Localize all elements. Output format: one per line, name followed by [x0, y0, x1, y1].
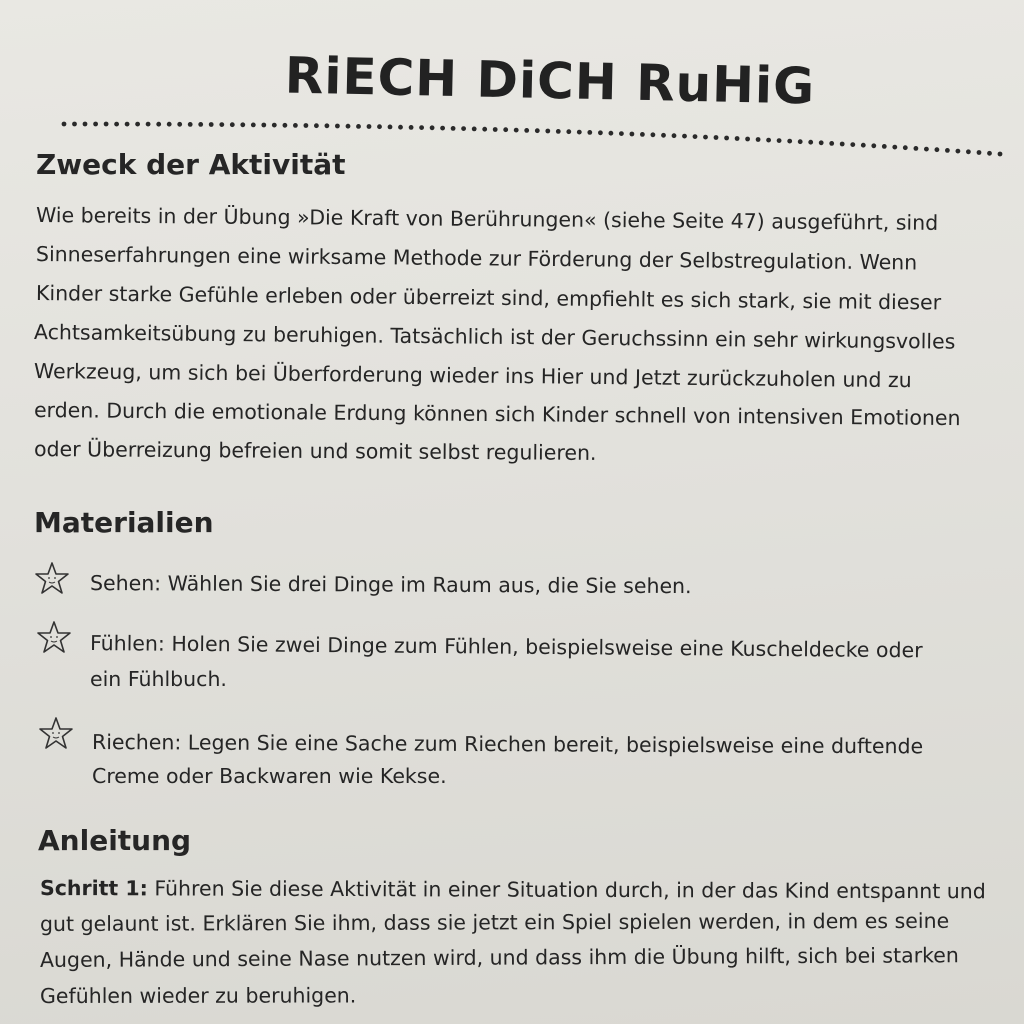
divider-dot: [177, 122, 182, 127]
divider-dot: [146, 122, 151, 127]
divider-dot: [661, 133, 666, 138]
divider-dot: [472, 127, 477, 132]
paragraph-line: erden. Durch die emotionale Erdung können sich Kinder schnell von intensiven Emotionen: [33, 398, 961, 431]
divider-dot: [335, 124, 340, 129]
divider-dot: [850, 142, 855, 147]
divider-dot: [167, 122, 172, 127]
divider-dot: [524, 128, 529, 133]
divider-dot: [503, 127, 508, 132]
divider-dot: [703, 135, 708, 140]
material-item-riechen-cont: Creme oder Backwaren wie Kekse.: [92, 764, 447, 788]
divider-dot: [998, 152, 1003, 157]
divider-dot: [871, 143, 876, 148]
divider-dot: [188, 122, 193, 127]
divider-dot: [83, 122, 88, 127]
paragraph-line: Wie bereits in der Übung »Die Kraft von Berührungen« (siehe Seite 47) ausgeführt, sind: [35, 203, 939, 235]
divider-dot: [735, 136, 740, 141]
divider-dot: [72, 122, 77, 127]
divider-dot: [724, 136, 729, 141]
divider-dot: [461, 126, 466, 131]
divider-dot: [892, 145, 897, 150]
divider-dot: [104, 122, 109, 127]
divider-dot: [556, 129, 561, 134]
paragraph-line: gut gelaunt ist. Erklären Sie ihm, dass sie jetzt ein Spiel spielen werden, in dem es seine: [39, 908, 950, 936]
divider-dot: [409, 125, 414, 130]
material-item-sehen: Sehen: Wählen Sie drei Dinge im Raum aus, die Sie sehen.: [89, 571, 692, 599]
divider-dot: [609, 131, 614, 136]
paragraph-line: Kinder starke Gefühle erleben oder überreizt sind, empfiehlt es sich stark, sie mit dieser: [35, 281, 942, 315]
divider-dot: [377, 124, 382, 129]
divider-dot: [577, 130, 582, 135]
divider-dot: [135, 122, 140, 127]
divider-dot: [388, 125, 393, 130]
divider-dot: [777, 138, 782, 143]
divider-dot: [787, 139, 792, 144]
divider-dot: [882, 144, 887, 149]
divider-dot: [367, 124, 372, 129]
divider-dot: [114, 122, 119, 127]
instruction-step-1: [40, 876, 986, 903]
material-item-fuehlen: Fühlen: Holen Sie zwei Dinge zum Fühlen, beispielsweise eine Kuscheldecke oder: [89, 631, 923, 663]
divider-dot: [861, 143, 866, 148]
paragraph-line: Achtsamkeitsübung zu beruhigen. Tatsächlich ist der Geruchssinn ein sehr wirkungsvolles: [33, 320, 956, 354]
divider-dot: [987, 151, 992, 156]
divider-dot: [819, 140, 824, 145]
divider-dot: [419, 125, 424, 130]
divider-dot: [651, 132, 656, 137]
divider-dot: [125, 122, 130, 127]
divider-dot: [451, 126, 456, 131]
divider-dot: [545, 129, 550, 134]
divider-dot: [945, 148, 950, 153]
star-icon: [34, 561, 70, 597]
divider-dot: [430, 125, 435, 130]
divider-dot: [829, 141, 834, 146]
divider-dot: [219, 122, 224, 127]
divider-dot: [619, 131, 624, 136]
divider-dot: [935, 147, 940, 152]
material-item-riechen: Riechen: Legen Sie eine Sache zum Riechen bereit, beispielsweise eine duftende: [91, 730, 924, 759]
divider-dot: [766, 138, 771, 143]
step-label: Schritt 1:: [39, 876, 148, 901]
divider-dot: [630, 132, 635, 137]
section-heading-anleitung: Anleitung: [38, 824, 192, 857]
divider-dot: [924, 147, 929, 152]
divider-dot: [798, 139, 803, 144]
divider-dot: [156, 122, 161, 127]
paragraph-line: Augen, Hände und seine Nase nutzen wird, und dass ihm die Übung hilft, sich bei starken: [39, 943, 959, 972]
star-icon: [36, 620, 72, 656]
divider-dot: [966, 149, 971, 154]
paragraph-line: Gefühlen wieder zu beruhigen.: [39, 983, 357, 1008]
divider-dot: [209, 122, 214, 127]
divider-dot: [566, 129, 571, 134]
divider-dot: [240, 122, 245, 127]
divider-dot: [840, 142, 845, 147]
page-title: RiECH DiCH RuHiG: [284, 46, 816, 116]
divider-dot: [977, 150, 982, 155]
divider-dot: [956, 149, 961, 154]
paragraph-line: Werkzeug, um sich bei Überforderung wieder ins Hier und Jetzt zurückzuholen und zu: [33, 359, 912, 393]
divider-dot: [640, 132, 645, 137]
divider-dot: [914, 146, 919, 151]
section-heading-materialien: Materialien: [34, 506, 214, 539]
divider-dot: [598, 130, 603, 135]
paragraph-line: Sinneserfahrungen eine wirksame Methode zur Förderung der Selbstregulation. Wenn: [35, 242, 918, 275]
divider-dot: [272, 123, 277, 128]
divider-dot: [493, 127, 498, 132]
divider-dot: [198, 122, 203, 127]
divider-dot: [535, 128, 540, 133]
divider-dot: [304, 123, 309, 128]
divider-dot: [325, 123, 330, 128]
material-item-fuehlen-cont: ein Fühlbuch.: [90, 667, 227, 691]
divider-dot: [62, 122, 67, 127]
divider-dot: [261, 123, 266, 128]
divider-dot: [714, 135, 719, 140]
divider-dot: [693, 134, 698, 139]
divider-dot: [745, 137, 750, 142]
divider-dot: [283, 123, 288, 128]
divider-dot: [903, 145, 908, 150]
divider-dot: [346, 124, 351, 129]
divider-dot: [682, 134, 687, 139]
divider-dot: [756, 137, 761, 142]
divider-dot: [440, 126, 445, 131]
paragraph-line: oder Überreizung befreien und somit selbst regulieren.: [33, 437, 597, 465]
divider-dot: [251, 123, 256, 128]
divider-dot: [514, 128, 519, 133]
divider-dot: [230, 122, 235, 127]
section-heading-zweck: Zweck der Aktivität: [36, 148, 346, 181]
divider-dot: [672, 133, 677, 138]
divider-dot: [808, 140, 813, 145]
star-icon: [38, 716, 74, 752]
divider-dot: [314, 123, 319, 128]
divider-dot: [93, 122, 98, 127]
divider-dot: [398, 125, 403, 130]
step-text: Führen Sie diese Aktivität in einer Situation durch, in der das Kind entspannt und: [147, 876, 986, 904]
divider-dot: [293, 123, 298, 128]
divider-dot: [356, 124, 361, 129]
divider-dot: [482, 127, 487, 132]
divider-dot: [587, 130, 592, 135]
